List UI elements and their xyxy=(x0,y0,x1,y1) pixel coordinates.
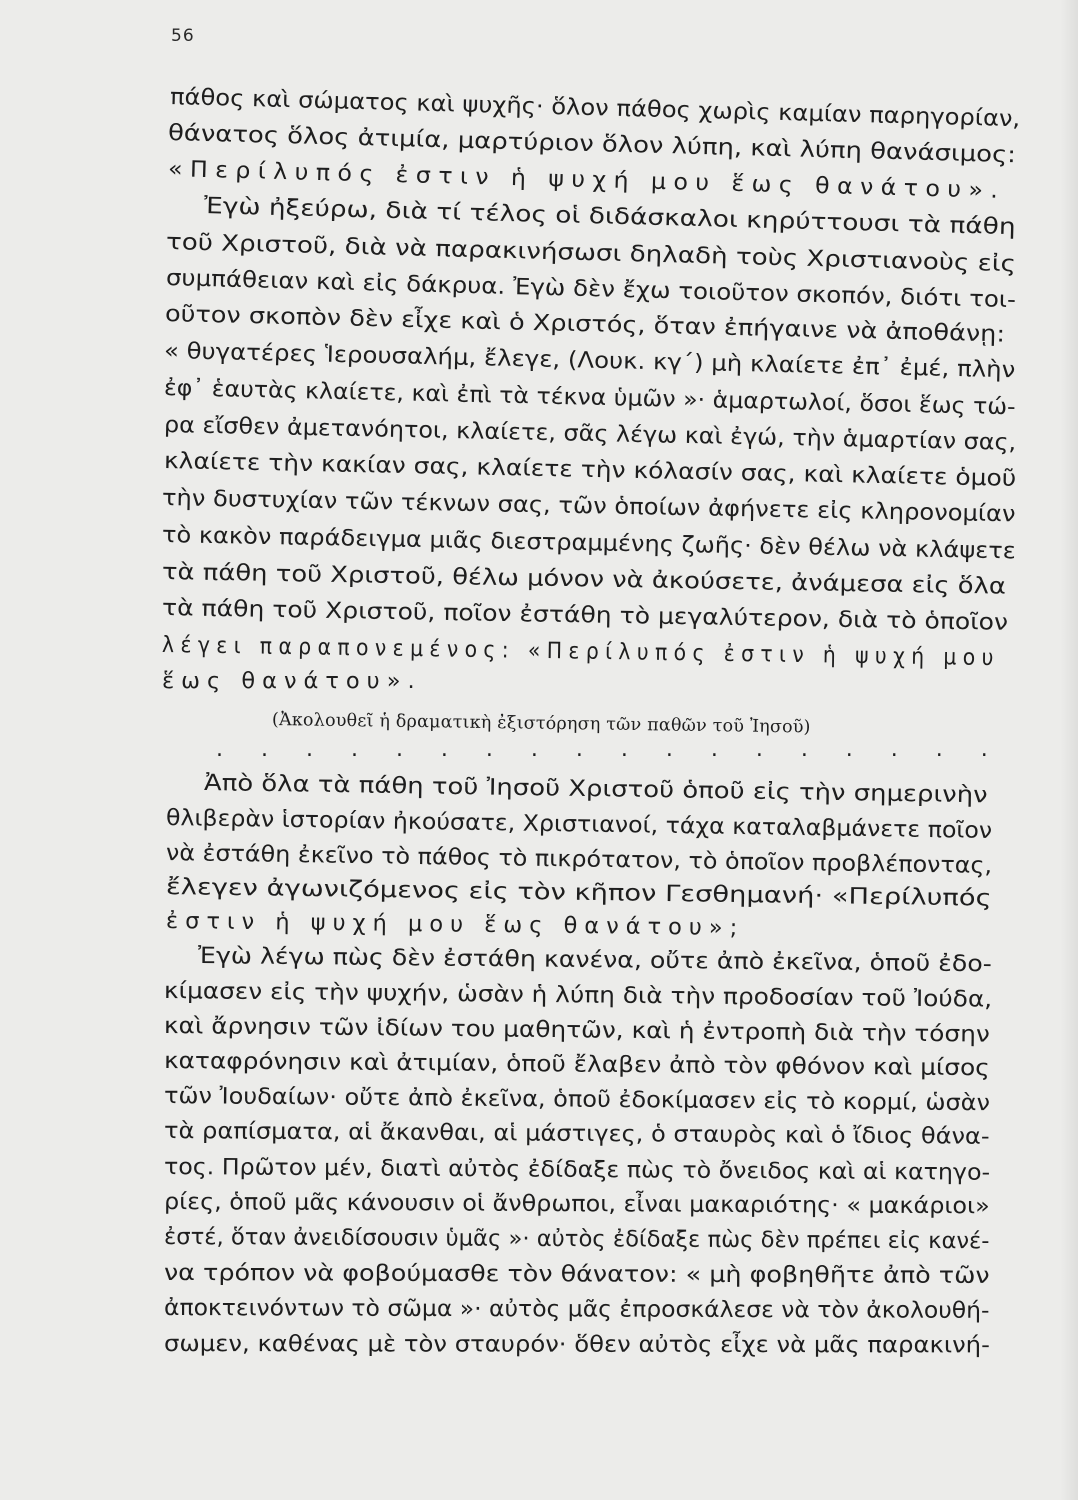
text-line: τὸ κακὸν παράδειγμα μιᾶς διεστραμμένης ζωῆς· δὲν θέλω νὰ κλάψετε xyxy=(161,522,1017,565)
text-line: ρίες, ὁποῦ μᾶς κάνουσιν οἱ ἄνθρωποι, εἶναι μακαριότης· « μακάριοι» xyxy=(163,1189,990,1220)
spaced-quote-line: «Περίλυπός ἐστιν ἡ ψυχή μου ἕως θανάτου». xyxy=(167,156,1006,204)
text-line: ἐφ᾽ ἑαυτὰς κλαίετε, καὶ ἐπὶ τὰ τέκνα ὑμῶν »· ἁμαρτωλοί, ὅσοι ἕως τώ- xyxy=(163,375,1016,421)
text-line: « θυγατέρες Ἱερουσαλήμ, ἔλεγε, (Λουκ. κγ΄) μὴ κλαίετε ἐπ᾽ ἐμέ, πλὴν xyxy=(163,338,1016,384)
text-line: τῶν Ἰουδαίων· οὔτε ἀπὸ ἐκεῖνα, ὁποῦ ἐδοκίμασεν εἰς τὸ κορμί, ὡσὰν xyxy=(163,1083,991,1117)
text-line: τος. Πρῶτον μέν, διατὶ αὐτὸς ἐδίδαξε πὼς τὸ ὄνειδος καὶ αἱ κατηγο- xyxy=(163,1154,991,1186)
text-line: ρα εἴσθεν ἀμετανόητοι, κλαίετε, σᾶς λέγω καὶ ἐγώ, τὴν ἁμαρτίαν σας, xyxy=(163,412,1017,456)
text-line: θάνατος ὅλος ἀτιμία, μαρτύριον ὅλον λύπη, καὶ λύπη θανάσιμος: xyxy=(167,120,1017,169)
spaced-quote-line: ἐστιν ἡ ψυχή μου ἕως θανάτου»; xyxy=(165,908,745,942)
text-line: τὰ πάθη τοῦ Χριστοῦ, θέλω μόνον νὰ ἀκούσετε, ἀνάμεσα εἰς ὅλα xyxy=(161,559,1007,600)
text-line: τὰ πάθη τοῦ Χριστοῦ, ποῖον ἐστάθη τὸ μεγαλύτερον, διὰ τὸ ὁποῖον xyxy=(161,595,1009,636)
text-line: νὰ ἐστάθη ἐκεῖνο τὸ πάθος τὸ πικρότατον, τὸ ὁποῖον προβλέποντας, xyxy=(165,840,993,879)
text-line: πάθος καὶ σώματος καὶ ψυχῆς· ὅλον πάθος χωρὶς καμίαν παρηγορίαν, xyxy=(169,84,1021,133)
text-line: θλιβερὰν ἱστορίαν ἠκούσατε, Χριστιανοί, τάχα καταλαβμάνετε ποῖον xyxy=(165,805,993,844)
text-line: Ἀπὸ ὅλα τὰ πάθη τοῦ Ἰησοῦ Χριστοῦ ὁποῦ εἰς τὴν σημερινὴν xyxy=(203,770,988,809)
text-line: τὰ ραπίσματα, αἱ ἄκανθαι, αἱ μάστιγες, ὁ σταυρὸς καὶ ὁ ἴδιος θάνα- xyxy=(163,1118,990,1150)
text-line: να τρόπον νὰ φοβούμασθε τὸν θάνατον: « μὴ φοβηθῆτε ἀπὸ τῶν xyxy=(163,1260,990,1289)
text-line: τοῦ Χριστοῦ, διὰ νὰ παρακινήσωσι δηλαδὴ τοὺς Χριστιανοὺς εἰς xyxy=(165,229,1017,278)
text-line: Ἐγὼ λέγω πὼς δὲν ἐστάθη κανένα, οὔτε ἀπὸ ἐκεῖνα, ὁποῦ ἐδο- xyxy=(197,943,993,978)
text-line: καταφρόνησιν καὶ ἀτιμίαν, ὁποῦ ἔλαβεν ἀπὸ τὸν φθόνον καὶ μίσος xyxy=(163,1048,990,1082)
text-line: τὴν δυστυχίαν τῶν τέκνων σας, τῶν ὁποίων ἀφήνετε εἰς κληρονομίαν xyxy=(161,485,1016,528)
text-line: Ἐγὼ ἠξεύρω, διὰ τί τέλος οἱ διδάσκαλοι κηρύττουσι τὰ πάθη xyxy=(203,193,1016,241)
page-edge-shadow xyxy=(1060,0,1078,1500)
stage-direction-caption: (Ἀκολουθεῖ ἡ δραματικὴ ἐξιστόρηση τῶν παθῶν τοῦ Ἰησοῦ) xyxy=(271,710,811,738)
text-line: ἔλεγεν ἀγωνιζόμενος εἰς τὸν κῆπον Γεσθημανή· «Περίλυπός xyxy=(165,874,992,912)
text-line: καὶ ἄρνησιν τῶν ἰδίων του μαθητῶν, καὶ ἡ ἐντροπὴ διὰ τὴν τόσην xyxy=(163,1013,990,1048)
text-line: σωμεν, καθένας μὲ τὸν σταυρόν· ὅθεν αὐτὸς εἶχε νὰ μᾶς παρακινή- xyxy=(163,1331,990,1359)
page-number: 56 xyxy=(171,26,195,46)
text-line: ἀποκτεινόντων τὸ σῶμα »· αὐτὸς μᾶς ἐπροσκάλεσε νὰ τὸν ἀκολουθή- xyxy=(163,1295,990,1324)
ellipsis-separator: . . . . . . . . . . . . . . . . . . xyxy=(216,737,988,762)
text-line: συμπάθειαν καὶ εἰς δάκρυα. Ἐγὼ δὲν ἔχω τοιοῦτον σκοπόν, διότι τοι- xyxy=(165,265,1017,314)
text-line: κίμασεν εἰς τὴν ψυχήν, ὡσὰν ἡ λύπη διὰ τὴν προδοσίαν τοῦ Ἰούδα, xyxy=(163,978,993,1013)
text-line: ἐστέ, ὅταν ἀνειδίσουσιν ὑμᾶς »· αὐτὸς ἐδίδαξε πὼς δὲν πρέπει εἰς κανέ- xyxy=(163,1224,990,1255)
spaced-quote-line: λέγει παραπονεμένος: «Περίλυπός ἐστιν ἡ ψυχή μου xyxy=(161,632,1000,672)
spaced-quote-line: ἕως θανάτου». xyxy=(162,668,422,694)
text-line: οῦτον σκοπὸν δὲν εἶχε καὶ ὁ Χριστός, ὅταν ἐπήγαινε νὰ ἀποθάνῃ: xyxy=(164,301,1006,348)
text-line: κλαίετε τὴν κακίαν σας, κλαίετε τὴν κόλασίν σας, καὶ κλαίετε ὁμοῦ xyxy=(163,448,1017,492)
